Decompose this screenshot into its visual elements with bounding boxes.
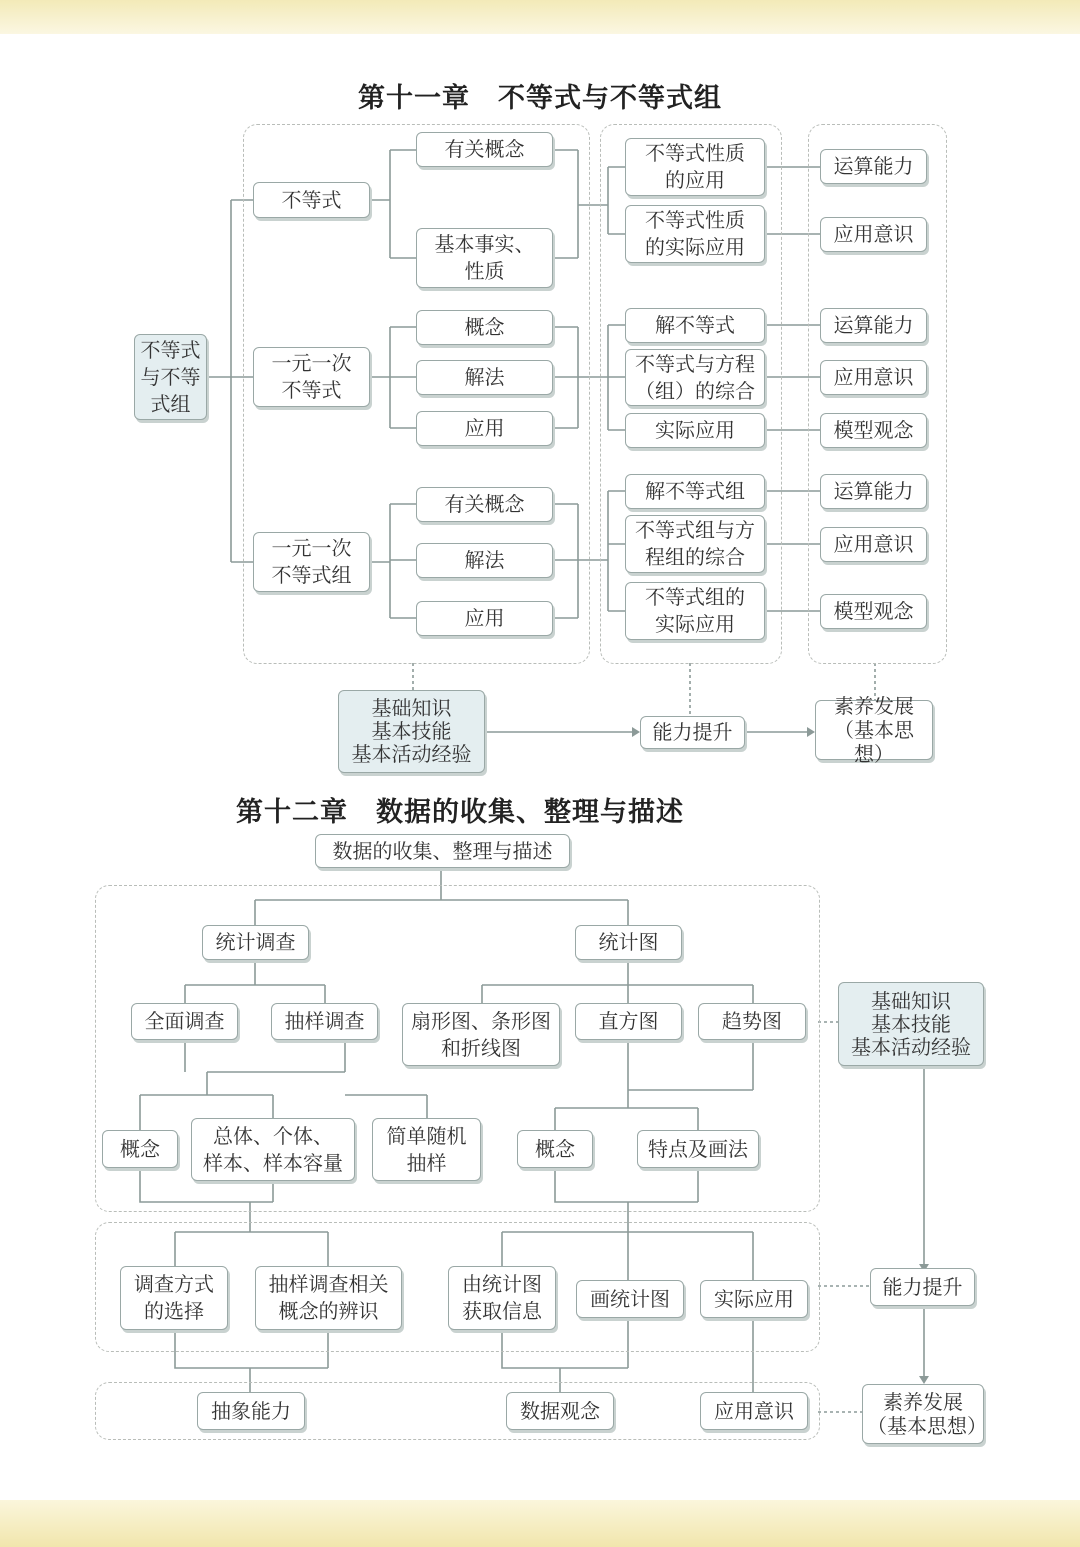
basics-box-ch12: 基础知识 基本技能 基本活动经验 (838, 982, 984, 1066)
literacy-development-box-ch12: 素养发展 （基本思想） (862, 1384, 984, 1444)
application-box: 不等式组的 实际应用 (625, 582, 765, 640)
concept-box: 基本事实、 性质 (416, 228, 553, 288)
chart-concept-box: 概念 (517, 1130, 593, 1168)
application-box: 不等式性质 的实际应用 (625, 205, 765, 263)
skill-box: 画统计图 (576, 1280, 684, 1318)
concept-box: 有关概念 (416, 487, 553, 522)
node-linear-inequality-system: 一元一次 不等式组 (253, 532, 370, 592)
ability-improvement-box: 能力提升 (640, 716, 745, 749)
chart-type-box: 趋势图 (698, 1003, 806, 1040)
node-statistical-survey: 统计调查 (202, 925, 309, 960)
concept-box: 应用 (416, 411, 553, 446)
application-box: 不等式与方程 （组）的综合 (625, 349, 765, 406)
application-box: 不等式组与方 程组的综合 (625, 515, 765, 573)
survey-concept-box: 概念 (102, 1130, 178, 1168)
node-linear-inequality: 一元一次 不等式 (253, 347, 370, 407)
concept-box: 概念 (416, 310, 553, 345)
concept-box: 应用 (416, 601, 553, 636)
ability-box: 应用意识 (820, 360, 927, 395)
node-inequality: 不等式 (253, 182, 370, 218)
node-statistical-chart: 统计图 (575, 925, 682, 960)
ability-box: 运算能力 (820, 149, 927, 184)
skill-box: 由统计图 获取信息 (448, 1266, 556, 1330)
chart-concept-box: 特点及画法 (637, 1130, 759, 1168)
survey-type-box: 全面调查 (131, 1003, 238, 1040)
application-box: 解不等式 (625, 308, 765, 343)
root-node-ch12: 数据的收集、整理与描述 (315, 834, 570, 868)
literacy-item-box: 应用意识 (700, 1392, 808, 1430)
skill-box: 实际应用 (700, 1280, 808, 1318)
chart-type-box: 扇形图、条形图 和折线图 (402, 1003, 560, 1066)
chapter-11-title: 第十一章 不等式与不等式组 (358, 83, 722, 114)
chart-type-box: 直方图 (575, 1003, 682, 1040)
literacy-development-box: 素养发展 （基本思想） (815, 700, 933, 760)
survey-concept-box: 总体、个体、 样本、样本容量 (191, 1118, 355, 1181)
ability-improvement-box-ch12: 能力提升 (870, 1268, 975, 1306)
literacy-item-box: 数据观念 (506, 1392, 614, 1430)
chapter-12-title: 第十二章 数据的收集、整理与描述 (236, 797, 684, 828)
literacy-item-box: 抽象能力 (197, 1392, 305, 1430)
application-box: 解不等式组 (625, 474, 765, 509)
application-box: 不等式性质 的应用 (625, 138, 765, 196)
concept-box: 有关概念 (416, 132, 553, 167)
ability-box: 运算能力 (820, 474, 927, 509)
concept-box: 解法 (416, 360, 553, 395)
root-node: 不等式 与不等 式组 (134, 334, 207, 420)
skill-box: 调查方式 的选择 (120, 1266, 228, 1330)
ability-box: 模型观念 (820, 594, 927, 629)
ability-box: 应用意识 (820, 217, 927, 252)
survey-concept-box: 简单随机 抽样 (372, 1118, 481, 1181)
survey-type-box: 抽样调查 (271, 1003, 378, 1040)
ability-box: 模型观念 (820, 413, 927, 448)
application-box: 实际应用 (625, 413, 765, 448)
basics-box: 基础知识 基本技能 基本活动经验 (338, 690, 485, 773)
skill-box: 抽样调查相关 概念的辨识 (255, 1266, 402, 1330)
ability-box: 运算能力 (820, 308, 927, 343)
concept-box: 解法 (416, 543, 553, 578)
ability-box: 应用意识 (820, 527, 927, 562)
